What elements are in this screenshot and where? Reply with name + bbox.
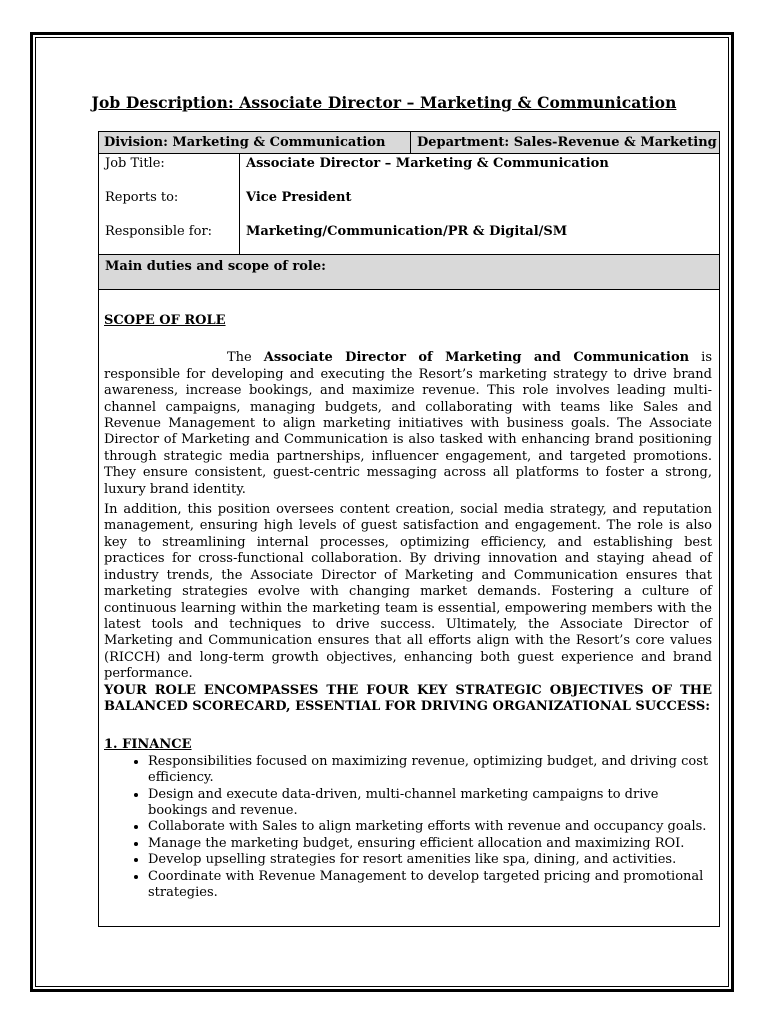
list-item: • Manage the marketing budget, ensuring efficient allocation and maximizing ROI. xyxy=(148,836,712,852)
list-item: • Collaborate with Sales to align marketing efforts with revenue and occupancy goals. xyxy=(148,819,712,835)
responsible-for-label: Responsible for: xyxy=(105,224,213,239)
department-cell: Department: Sales-Revenue & Marketing xyxy=(417,135,717,150)
scope-p1-role-name: Associate Director of Marketing and Communication xyxy=(263,350,690,366)
list-item: • Develop upselling strategies for resort amenities like spa, dining, and activities. xyxy=(148,852,712,868)
document-title: Job Description: Associate Director – Marketing & Communication xyxy=(91,93,677,112)
scope-paragraph-1 xyxy=(104,350,712,498)
job-title-label: Job Title: xyxy=(105,156,165,171)
responsible-for-value: Marketing/Communication/PR & Digital/SM xyxy=(246,224,568,239)
division-cell: Division: Marketing & Communication xyxy=(104,135,386,150)
reports-to-label: Reports to: xyxy=(105,190,179,205)
list-item: • Responsibilities focused on maximizing revenue, optimizing budget, and driving cost efficiency. xyxy=(148,754,712,787)
duties-content xyxy=(104,313,712,901)
scope-p1-rest: is responsible for developing and executing the Resort’s marketing strategy to drive brand awareness, increase bookings, and maximize revenue. This role involves leading multi-channel campaigns, managing budgets, and collaborating with teams like Sales and Revenue Management to align marketing initiatives with business goals. The Associate Director of Marketing and Communication is also tasked with enhancing brand positioning through strategic media partnerships, influencer engagement, and targeted promotions. They ensure consistent, guest-centric messaging across all platforms to foster a strong, luxury brand identity. xyxy=(104,350,712,497)
list-item: • Coordinate with Revenue Management to develop targeted pricing and promotional strategies. xyxy=(148,869,712,902)
scope-paragraph-2: In addition, this position oversees content creation, social media strategy, and reputation management, ensuring high levels of guest satisfaction and engagement. The role is also key to streamlining internal processes, optimizing efficiency, and establishing best practices for cross-functional collaboration. By driving innovation and staying ahead of industry trends, the Associate Director of Marketing and Communication ensures that marketing strategies evolve with changing market demands. Fostering a culture of continuous learning within the marketing team is essential, empowering members with the latest tools and techniques to drive success. Ultimately, the Associate Director of Marketing and Communication ensures that all efforts align with the Resort’s core values (RICCH) and long-term growth objectives, enhancing both guest experience and brand performance. xyxy=(104,502,712,682)
division-department-row xyxy=(99,132,719,154)
balanced-scorecard-statement: YOUR ROLE ENCOMPASSES THE FOUR KEY STRATEGIC OBJECTIVES OF THE BALANCED SCORECARD, ESSENTIAL FOR DRIVING ORGANIZATIONAL SUCCESS: xyxy=(104,682,712,714)
scope-heading: SCOPE OF ROLE xyxy=(104,313,226,328)
reports-to-value: Vice President xyxy=(246,190,352,205)
list-item: • Design and execute data-driven, multi-channel marketing campaigns to drive bookings and revenue. xyxy=(148,787,712,820)
scope-p1-prefix: The xyxy=(227,350,264,366)
cell-divider xyxy=(239,154,240,254)
finance-heading: 1. FINANCE xyxy=(104,737,192,753)
cell-divider xyxy=(410,132,411,153)
main-duties-label: Main duties and scope of role: xyxy=(105,259,326,274)
job-info-block xyxy=(99,154,719,254)
main-duties-row xyxy=(99,254,719,290)
job-title-value: Associate Director – Marketing & Communication xyxy=(246,156,609,171)
finance-bullet-list xyxy=(104,754,712,902)
